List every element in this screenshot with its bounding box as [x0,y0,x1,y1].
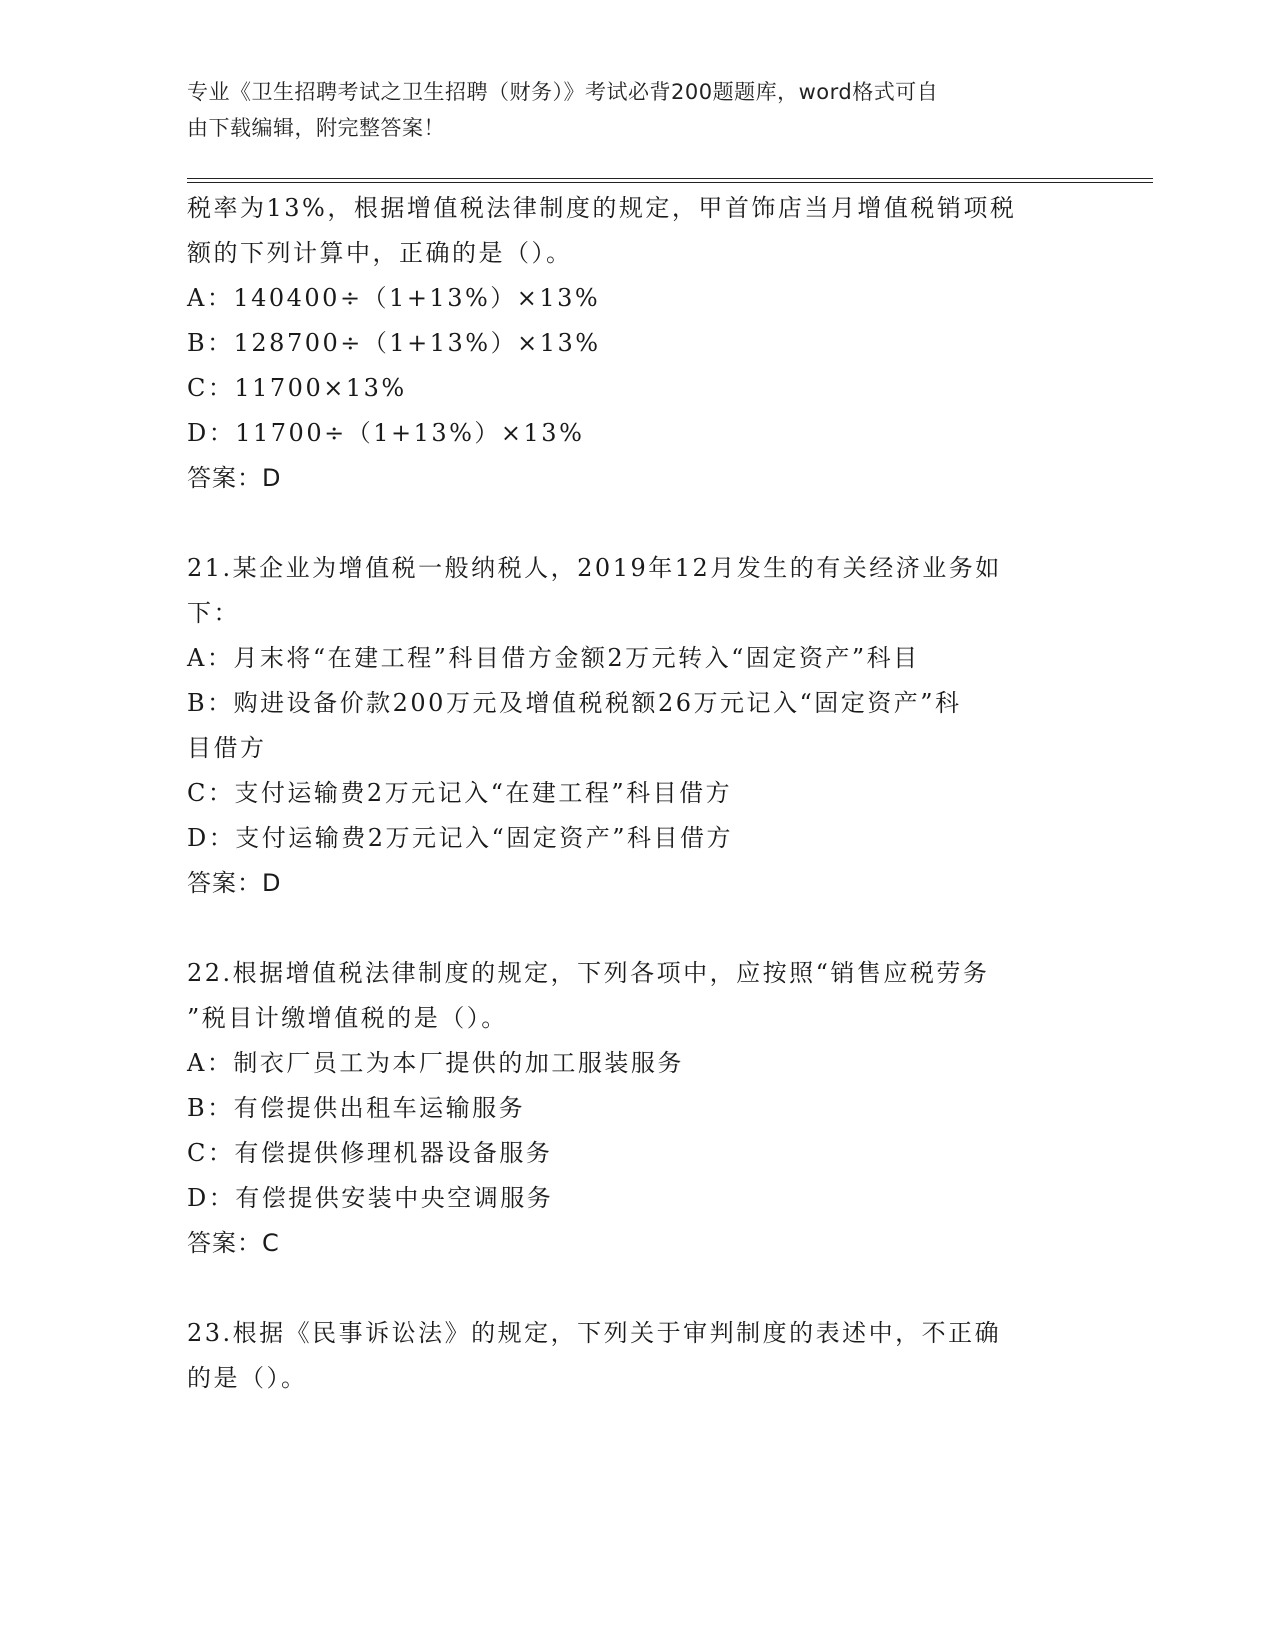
option-a: A：140400÷（1+13%）×13% [187,284,601,312]
header-line-1: 专业《卫生招聘考试之卫生招聘（财务）》考试必背200题题库，word格式可自 [187,80,939,104]
question-text-line: ”税目计缴增值税的是（）。 [187,1004,508,1032]
question-text-line: 22.根据增值税法律制度的规定，下列各项中，应按照“销售应税劳务 [187,959,990,987]
question-text-line: 的是（）。 [187,1364,308,1392]
question-22 [187,951,1117,1266]
answer-line: 答案：D [187,869,282,897]
option-b: B：有偿提供出租车运输服务 [187,1094,526,1122]
option-b: B：购进设备价款200万元及增值税税额26万元记入“固定资产”科 [187,689,962,717]
question-21 [187,546,1117,906]
answer-line: 答案：D [187,464,282,492]
document-header [187,74,1067,146]
question-20 [187,186,1117,501]
spacer [187,501,1117,546]
spacer [187,1266,1117,1311]
option-c: C：11700×13% [187,374,407,402]
question-23 [187,1311,1117,1401]
option-a: A：月末将“在建工程”科目借方金额2万元转入“固定资产”科目 [187,644,920,672]
option-c: C：有偿提供修理机器设备服务 [187,1139,553,1167]
option-d: D：支付运输费2万元记入“固定资产”科目借方 [187,824,734,852]
option-b: B：128700÷（1+13%）×13% [187,329,601,357]
option-a: A：制衣厂员工为本厂提供的加工服装服务 [187,1049,684,1077]
option-d: D：11700÷（1+13%）×13% [187,419,585,447]
question-list [187,186,1117,1401]
question-text-line: 额的下列计算中，正确的是（）。 [187,239,573,267]
spacer [187,906,1117,951]
question-text-line: 下： [187,599,240,627]
header-line-2: 由下载编辑，附完整答案！ [187,116,445,140]
question-text-line: 23.根据《民事诉讼法》的规定，下列关于审判制度的表述中，不正确 [187,1319,1002,1347]
question-text-line: 21.某企业为增值税一般纳税人，2019年12月发生的有关经济业务如 [187,554,1002,582]
question-text-line: 税率为13%，根据增值税法律制度的规定，甲首饰店当月增值税销项税 [187,194,1017,222]
header-divider-bottom [187,182,1153,183]
option-d: D：有偿提供安装中央空调服务 [187,1184,554,1212]
answer-line: 答案：C [187,1229,280,1257]
option-b-continued: 目借方 [187,734,267,762]
option-c: C：支付运输费2万元记入“在建工程”科目借方 [187,779,733,807]
header-divider-top [187,178,1153,179]
